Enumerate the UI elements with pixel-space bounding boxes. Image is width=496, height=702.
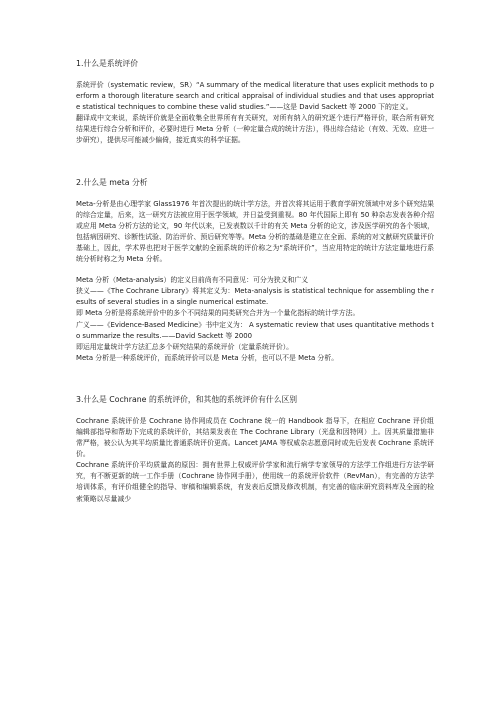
paragraph: Meta-分析是由心理学家 Glass1976 年首次提出的统计学方法，并首次将其运用于教育学研究领域中对多个研究结果的综合定量，后来，这一研究方法被应用于医学领域，并日益受到重视。80 年代国际上即有 50 种杂志发表各种介绍或应用 Meta 分析方法的论文，90 年代以来，已发表数以千计的有关 Meta 分析的论文，涉及医学研究的各个领域，包括病因研究、诊断性试验、防治评价、预后研究等等。Meta 分析的基础是建立在全面、系统的对文献研究质量评价基础上，因此，学术界也把对于医学文献的全面系统的评价称之为“系统评价”，当应用特定的统计方法定量地进行系统分析时称之为 Meta 分析。: [76, 199, 434, 264]
section-heading: 3.什么是 Cochrane 的系统评价，和其他的系统评价有什么区别: [76, 394, 298, 404]
paragraph: 即 Meta 分析是将系统评价中的多个不同结果的同类研究合并为一个量化指标的统计学方法。: [76, 309, 360, 318]
section-what-is-systematic-review: [76, 58, 434, 147]
paragraph: Cochrane 系统评价平均质量高的原因：拥有世界上权威评价学家和流行病学专家领导的方法学工作组进行方法学研究，有不断更新的统一工作手册（Cochrane 协作网手册），使用统一的系统评价软件（RevMan），有完善的方法学培训体系，有评价组健全的指导、审稿和编辑系统，有发表后反馈及修改机制，有完善的临床研究资料库及全面的检索策略以尽量减少: [76, 461, 434, 503]
paragraph: 翻译成中文来说，系统评价就是全面收集全世界所有有关研究，对所有纳入的研究逐个进行严格评价，联合所有研究结果进行综合分析和评价，必要时进行 Meta 分析（一种定量合成的统计方法），得出综合结论（有效、无效、应进一步研究），提供尽可能减少偏倚，接近真实的科学证据。: [76, 114, 434, 145]
paragraph: 即运用定量统计学方法汇总多个研究结果的系统评价（定量系统评价）。: [76, 342, 294, 351]
section-heading: 2.什么是 meta 分析: [76, 177, 148, 187]
paragraph: Meta 分析（Meta-analysis）的定义目前尚有不同意见：可分为狭义和广义: [76, 276, 309, 285]
paragraph: Cochrane 系统评价是 Cochrane 协作网成员在 Cochrane 统一的 Handbook 指导下，在相应 Cochrane 评价组编辑部指导和帮助下完成的系统评价，其结果发表在 The Cochrane Library（光盘和因特网）上。因其质量措施非常严格，被公认为其平均质量比普通系统评价更高。Lancet JAMA 等权威杂志愿意同时或先后发表 Cochrane 系统评价。: [76, 416, 434, 459]
paragraph: Meta 分析是一种系统评价，而系统评价可以是 Meta 分析，也可以不是 Meta 分析。: [76, 353, 339, 362]
paragraph: 广义——《Evidence-Based Medicine》书中定义为： A systematic review that uses quantitative methods to summarize the results.——David Sackett 等 2000: [76, 320, 434, 340]
section-cochrane-systematic-review: [76, 394, 434, 505]
section-heading: 1.什么是系统评价: [76, 59, 139, 68]
paragraph: 狭义——《The Cochrane Library》将其定义为：Meta-analysis is statistical technique for assembling the results of several studies in a single numerical estimate.: [76, 287, 434, 307]
paragraph: 系统评价（systematic review，SR）“A summary of the medical literature that uses explicit methods to perform a thorough literature search and critical appraisal of individual studies and that uses appropriate statistical techniques to combine these valid studies.”——这是 David Sackett 等 2000 下的定义。: [76, 81, 434, 112]
section-what-is-meta-analysis: [76, 177, 434, 364]
